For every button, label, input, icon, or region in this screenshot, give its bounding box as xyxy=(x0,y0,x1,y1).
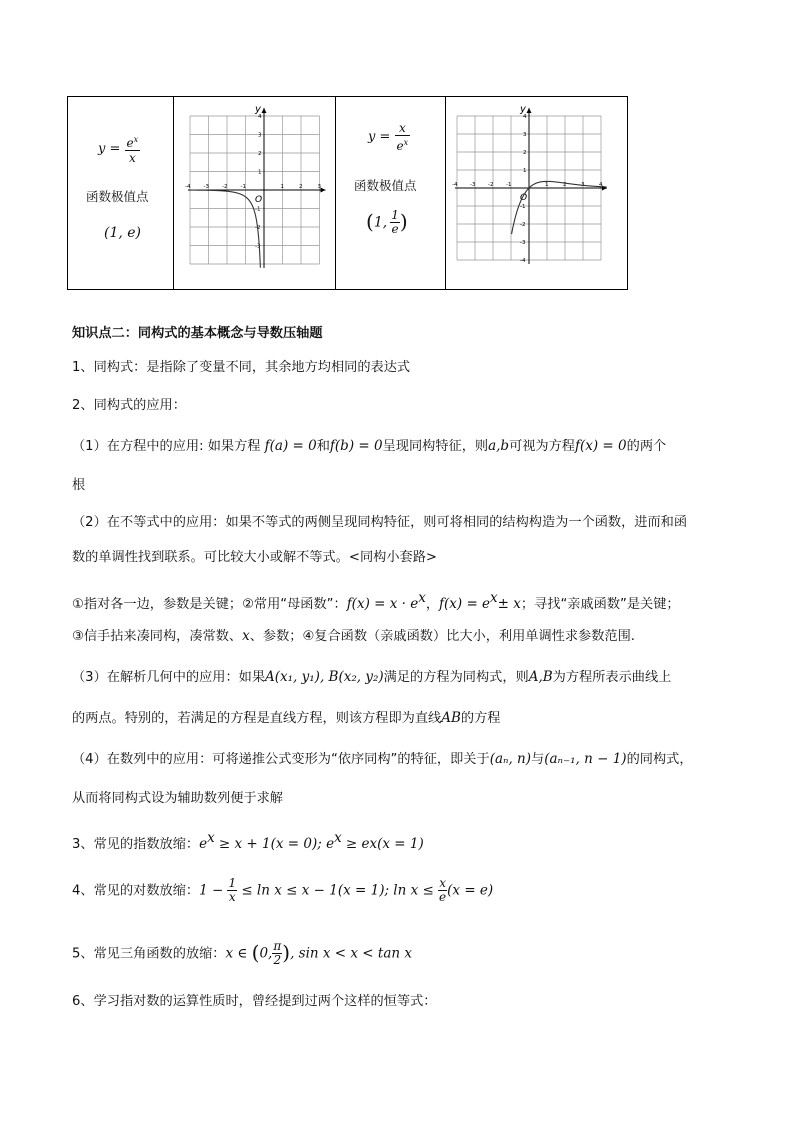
item-geometry-application: （3）在解析几何中的应用：如果A(x₁, y₁), B(x₂, y₂)满足的方程为同构式，则A,B为方程所表示曲线上 xyxy=(72,669,672,685)
y-tick-label: 4 xyxy=(258,114,262,120)
y-tick-label: 3 xyxy=(258,132,262,139)
item-identities: 6、学习指对数的运算性质时，曾经提到过两个这样的恒等式： xyxy=(72,994,437,1009)
extremum-label-2: 函数极值点 xyxy=(354,178,417,193)
formula-x-over-ex: y = $\frac{x}{e^x}$ xyxy=(368,121,409,153)
origin-label: O xyxy=(255,195,263,205)
item-exp-scaling: 3、常见的指数放缩：ex ≥ x + 1(x = 0); ex ≥ ex(x = 1) xyxy=(72,830,424,852)
item-equation-application: （1）在方程中的应用: 如果方程 f(a) = 0和f(b) = 0呈现同构特征，则a,b可视为方程f(x) = 0的两个 xyxy=(72,438,667,454)
x-tick-label: -4 xyxy=(452,182,458,188)
extremum-point: (1, e) xyxy=(104,225,142,241)
y-tick-label: -2 xyxy=(255,225,261,231)
x-tick-label: 3 xyxy=(317,184,321,190)
function-curve xyxy=(512,181,607,234)
x-tick-label: -2 xyxy=(222,184,228,190)
x-tick-label: -4 xyxy=(185,184,191,190)
extremum-label: 函数极值点 xyxy=(86,189,149,204)
item-inequality-application: （2）在不等式中的应用：如果不等式的两侧呈现同构特征，则可将相同的结构构造为一个函数，进而和函 xyxy=(72,515,688,530)
formula-ex-over-x: y = $\frac{e^x}{x}$ xyxy=(98,135,139,165)
y-tick-label: -3 xyxy=(520,240,526,246)
y-tick-label: -2 xyxy=(520,222,526,228)
cell-left-formula xyxy=(68,97,174,289)
x-tick-label: 2 xyxy=(563,182,567,188)
item-geometry-application-cont: 的两点。特别的，若满足的方程是直线方程，则该方程即为直线AB的方程 xyxy=(72,710,501,726)
item-trick-1: ①指对各一边，参数是关键；②常用“母函数”：f(x) = x · ex，f(x) = ex± x；寻找“亲戚函数”是关键； xyxy=(72,590,680,612)
y-tick-label: -1 xyxy=(520,204,526,210)
y-tick-label: -3 xyxy=(255,243,261,250)
y-tick-label: -4 xyxy=(520,258,526,264)
item-sequence-application-cont: 从而将同构式设为辅助数列便于求解 xyxy=(72,791,283,806)
item-1: 1、同构式：是指除了变量不同，其余地方均相同的表达式 xyxy=(72,360,411,375)
graph-ex-over-x xyxy=(174,97,336,289)
function-table xyxy=(67,96,628,290)
y-tick-label: 4 xyxy=(523,114,527,120)
function-curve xyxy=(190,190,263,268)
cell-graph-2 xyxy=(446,97,629,289)
item-trig-scaling: 5、常见三角函数的放缩：x ∈ (0, $\frac{\pi}{2}$ ), sin x < x < tan x xyxy=(72,939,412,967)
x-tick-label: -1 xyxy=(240,184,246,190)
y-tick-label: 2 xyxy=(523,150,527,156)
y-tick-label: 1 xyxy=(258,169,262,176)
item-sequence-application: （4）在数列中的应用：可将递推公式变形为“依序同构”的特征，即关于(aₙ, n)与(aₙ₋₁, n − 1)的同构式， xyxy=(72,751,693,767)
extremum-point-2: (1, $\frac{1}{e}$ ) xyxy=(366,208,408,236)
cell-graph-1 xyxy=(174,97,336,289)
x-tick-label: -2 xyxy=(488,182,494,188)
section-title: 知识点二：同构式的基本概念与导数压轴题 xyxy=(72,326,323,341)
x-tick-label: 1 xyxy=(545,182,549,188)
x-tick-label: 2 xyxy=(299,184,303,190)
y-tick-label: 2 xyxy=(258,151,262,157)
item-inequality-application-cont: 数的单调性找到联系。可比较大小或解不等式。<同构小套路> xyxy=(72,550,437,565)
item-equation-application-cont: 根 xyxy=(72,478,86,493)
x-tick-label: -3 xyxy=(470,182,476,188)
item-log-scaling: 4、常见的对数放缩：1 − $\frac{1}{x}$ ≤ ln x ≤ x − 1(x = 1); ln x ≤ $\frac{x}{e}$ (x = e) xyxy=(72,876,494,904)
item-trick-2: ③信手拈来凑同构，凑常数、x、参数；④复合函数（亲戚函数）比大小，利用单调性求参数范围. xyxy=(72,628,635,644)
x-tick-label: 1 xyxy=(280,184,284,190)
y-axis-arrow xyxy=(527,108,532,113)
y-axis-label: y xyxy=(520,104,526,115)
x-tick-label: -3 xyxy=(203,184,209,190)
x-axis-arrow xyxy=(321,188,326,193)
y-axis-arrow xyxy=(262,108,267,113)
y-tick-label: 3 xyxy=(523,132,527,138)
origin-label: O xyxy=(520,193,528,203)
x-tick-label: -1 xyxy=(506,182,512,188)
graph-x-over-ex xyxy=(446,97,629,289)
y-axis-label: y xyxy=(255,104,261,115)
x-tick-label: 4 xyxy=(599,182,603,188)
item-2: 2、同构式的应用： xyxy=(72,398,186,413)
x-tick-label: 3 xyxy=(581,182,585,188)
y-tick-label: -1 xyxy=(255,206,261,213)
y-tick-label: 1 xyxy=(523,168,527,174)
cell-right-formula xyxy=(336,97,446,289)
